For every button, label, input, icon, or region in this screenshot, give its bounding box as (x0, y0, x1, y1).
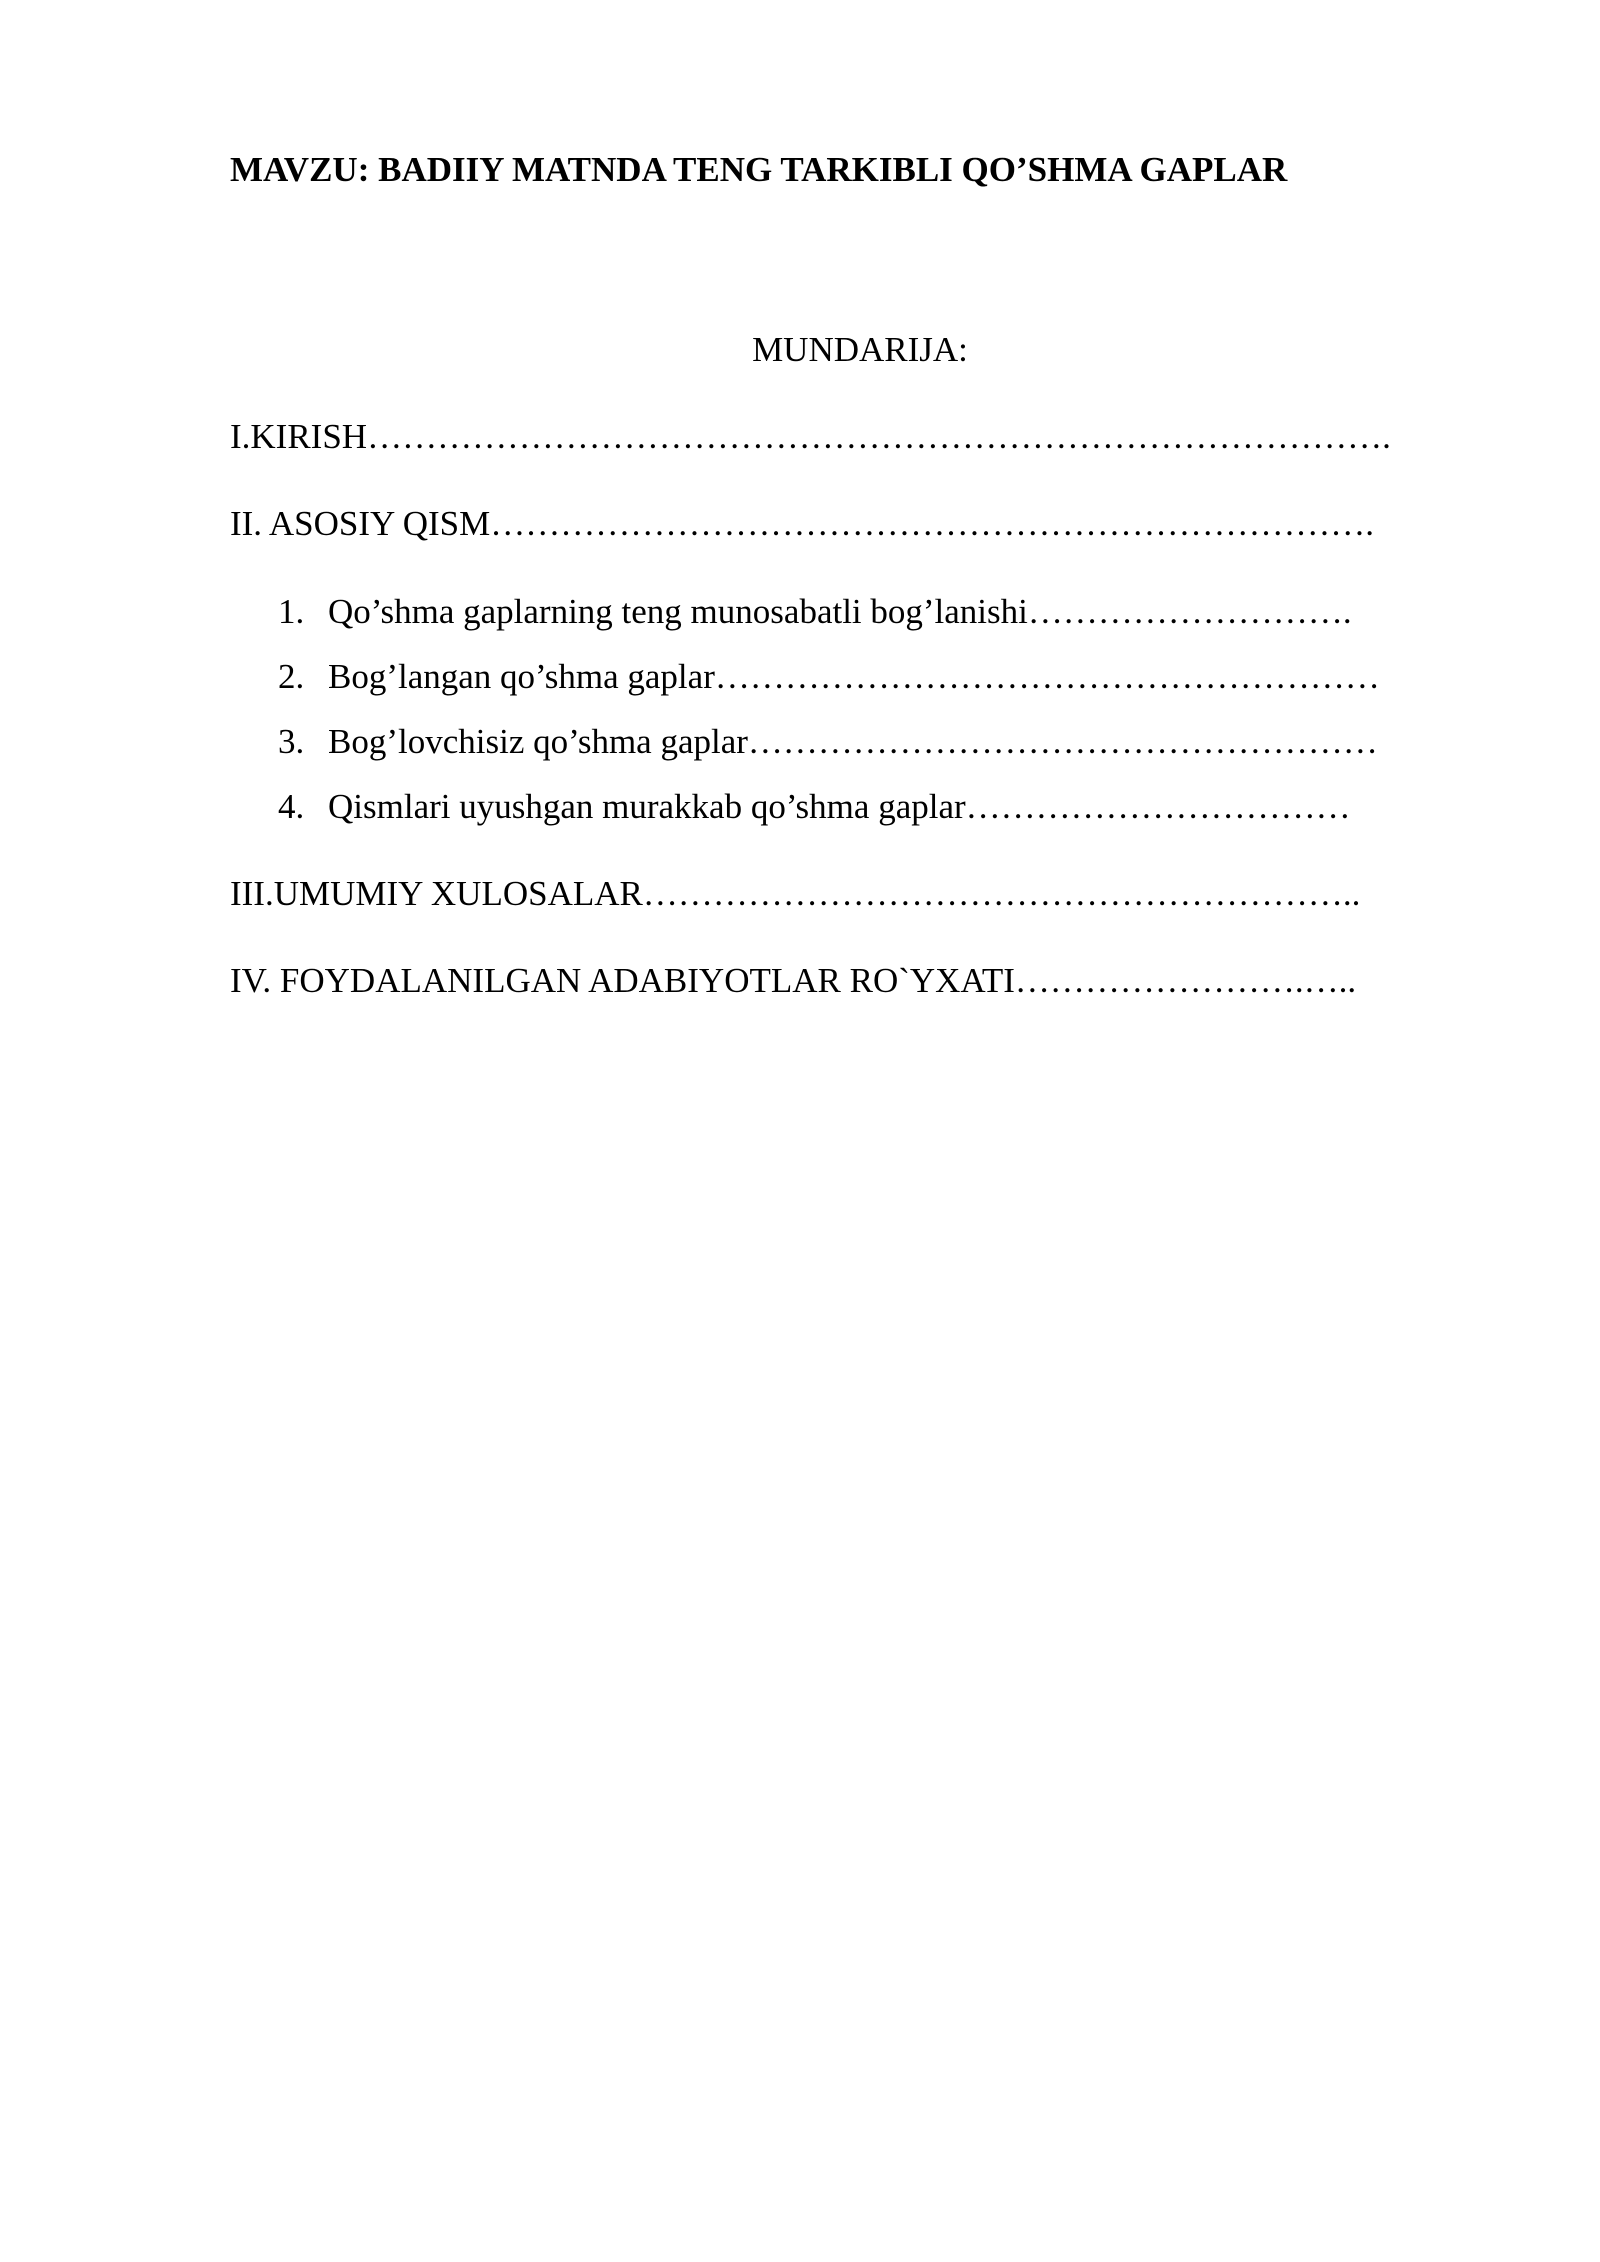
toc-subitem-text: Qo’shma gaplarning teng munosabatli bog’lanishi………………………. (328, 592, 1352, 631)
toc-subitem-number: 4. (278, 787, 305, 826)
toc-heading: MUNDARIJA: (752, 330, 968, 369)
toc-section-kirish: I.KIRISH……………………………………………………………………………. (230, 417, 1391, 456)
toc-subitem-number: 2. (278, 657, 305, 696)
toc-subitem-text: Bog’lovchisiz qo’shma gaplar……………………………………………… (328, 722, 1378, 761)
toc-section-asosiy-qism: II. ASOSIY QISM…………………………………………………………………. (230, 504, 1375, 543)
toc-subitem (278, 724, 1378, 759)
toc-subitem-text: Bog’langan qo’shma gaplar………………………………………………… (328, 657, 1380, 696)
toc-subitem (278, 594, 1352, 629)
toc-subitem-number: 3. (278, 722, 305, 761)
toc-subitem (278, 659, 1380, 694)
document-title: MAVZU: BADIIY MATNDA TENG TARKIBLI QO’SHMA GAPLAR (230, 150, 1288, 189)
toc-subitem-text: Qismlari uyushgan murakkab qo’shma gaplar…………………………… (328, 787, 1351, 826)
toc-section-xulosalar: III.UMUMIY XULOSALAR…………………………………………………….. (230, 874, 1361, 913)
toc-subitem-number: 1. (278, 592, 305, 631)
toc-section-adabiyotlar: IV. FOYDALANILGAN ADABIYOTLAR RO`YXATI…………………….….. (230, 961, 1357, 1000)
toc-subitem (278, 789, 1351, 824)
